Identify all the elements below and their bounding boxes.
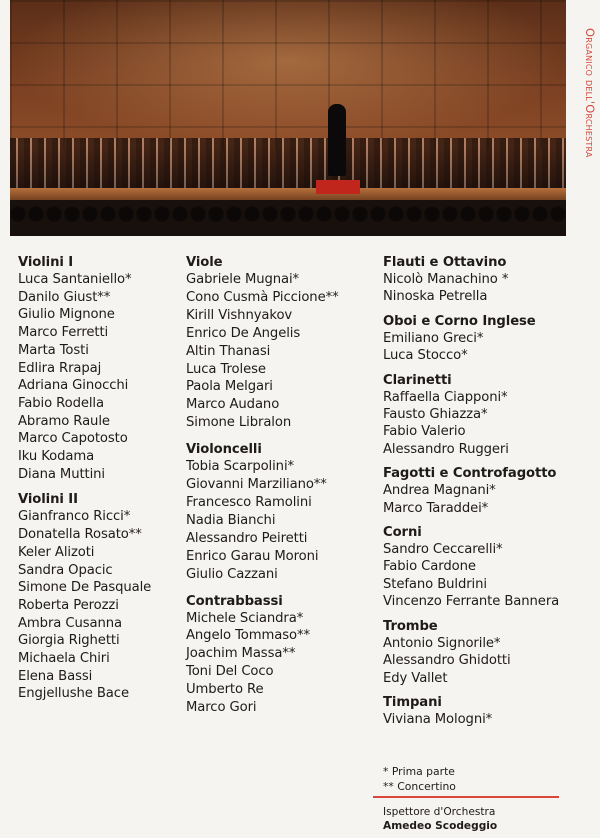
member: Ninoska Petrella	[383, 289, 488, 305]
member: Elena Bassi	[18, 668, 93, 684]
member: Luca Stocco*	[383, 348, 468, 364]
member-list	[383, 635, 559, 687]
audience-silhouettes	[10, 200, 566, 236]
member: Fausto Ghiazza*	[383, 407, 488, 423]
member: Marta Tosti	[18, 342, 89, 358]
section-corni	[383, 524, 559, 611]
member: Andrea Magnani*	[383, 483, 496, 499]
member: Diana Muttini	[18, 466, 105, 482]
inspector-credit	[383, 805, 497, 833]
section-viole	[186, 254, 339, 432]
member: Enrico Garau Moroni	[186, 548, 319, 564]
member: Marco Audano	[186, 397, 280, 413]
member: Giorgia Righetti	[18, 633, 120, 649]
member: Giulio Mignone	[18, 307, 115, 323]
member: Gabriele Mugnai*	[186, 272, 300, 287]
section-contrabbassi	[186, 593, 339, 717]
legend-concertino: ** Concertino	[383, 779, 456, 793]
member: Gianfranco Ricci*	[18, 509, 131, 525]
member-list	[186, 458, 339, 583]
roster-column-1	[18, 254, 151, 711]
section-title: Clarinetti	[383, 372, 452, 388]
hall-wood-panels	[10, 0, 566, 150]
member: Emiliano Greci*	[383, 330, 484, 346]
member: Michaela Chiri	[18, 651, 110, 667]
conductor-podium	[316, 180, 360, 194]
member: Cono Cusmà Piccione**	[186, 289, 339, 305]
member: Altin Thanasi	[186, 343, 271, 359]
member: Alessandro Ghidotti	[383, 653, 511, 669]
member: Luca Trolese	[186, 361, 266, 377]
member: Keler Alizoti	[18, 544, 95, 560]
divider	[373, 796, 559, 798]
section-title: Contrabbassi	[186, 593, 283, 609]
member-list	[383, 271, 559, 306]
member: Nadia Bianchi	[186, 512, 276, 528]
member: Nicolò Manachino *	[383, 272, 509, 287]
member-list	[186, 610, 339, 717]
section-clarinetti	[383, 372, 559, 459]
member: Angelo Tommaso**	[186, 628, 310, 644]
section-title: Trombe	[383, 618, 438, 634]
section-title: Fagotti e Controfagotto	[383, 466, 557, 482]
roster-column-2	[186, 254, 339, 726]
legend	[383, 765, 456, 794]
member: Luca Santaniello*	[18, 272, 132, 287]
section-title: Flauti e Ottavino	[383, 255, 507, 270]
member-list	[18, 508, 151, 703]
orchestra-photo	[10, 0, 566, 236]
conductor-figure	[328, 104, 346, 176]
member: Donatella Rosato**	[18, 527, 142, 543]
member: Paola Melgari	[186, 379, 273, 395]
member: Marco Capotosto	[18, 431, 128, 447]
member-list	[383, 389, 559, 459]
member: Roberta Perozzi	[18, 597, 119, 613]
section-fagotti	[383, 465, 559, 517]
member: Edy Vallet	[383, 670, 448, 686]
member-list	[186, 271, 339, 432]
section-timpani	[383, 694, 559, 728]
inspector-name: Amedeo Scodeggio	[383, 820, 498, 832]
section-title: Corni	[383, 525, 422, 541]
member: Giulio Cazzani	[186, 566, 278, 582]
member: Vincenzo Ferrante Bannera	[383, 594, 560, 610]
section-trombe	[383, 618, 559, 687]
member: Viviana Mologni*	[383, 711, 493, 727]
member-list	[383, 541, 559, 611]
member: Marco Taraddei*	[383, 500, 489, 516]
member: Antonio Signorile*	[383, 635, 501, 651]
member: Enrico De Angelis	[186, 325, 301, 341]
section-flauti	[383, 254, 559, 306]
section-violini-i	[18, 254, 151, 483]
member-list	[383, 711, 559, 728]
member: Francesco Ramolini	[186, 494, 312, 510]
section-title: Oboi e Corno Inglese	[383, 313, 536, 329]
member: Toni Del Coco	[186, 664, 274, 680]
section-title: Violini I	[18, 255, 74, 270]
member: Tobia Scarpolini*	[186, 459, 294, 475]
section-title: Timpani	[383, 694, 442, 710]
section-title: Violini II	[18, 492, 78, 508]
member: Stefano Buldrini	[383, 576, 487, 592]
member: Giovanni Marziliano**	[186, 477, 327, 493]
side-section-label: Organico dell'Orchestra	[583, 28, 597, 158]
member: Joachim Massa**	[186, 646, 296, 662]
member: Marco Ferretti	[18, 325, 109, 341]
member: Raffaella Ciapponi*	[383, 389, 508, 405]
member: Simone De Pasquale	[18, 580, 152, 596]
member: Edlira Rrapaj	[18, 360, 102, 376]
inspector-role: Ispettore d'Orchestra	[383, 806, 496, 818]
section-title: Violoncelli	[186, 442, 262, 458]
member: Engjellushe Bace	[18, 686, 129, 702]
section-title: Viole	[186, 255, 223, 270]
member: Danilo Giust**	[18, 289, 111, 305]
legend-prima-parte: * Prima parte	[383, 765, 455, 778]
member: Sandra Opacic	[18, 562, 113, 578]
member: Simone Libralon	[186, 415, 292, 431]
member-list	[383, 482, 559, 517]
member: Fabio Cardone	[383, 559, 476, 575]
member: Ambra Cusanna	[18, 615, 122, 631]
member: Fabio Rodella	[18, 395, 104, 411]
member-list	[18, 271, 151, 483]
member: Marco Gori	[186, 700, 257, 716]
member: Iku Kodama	[18, 449, 95, 465]
section-violini-ii	[18, 491, 151, 703]
member: Alessandro Ruggeri	[383, 441, 509, 457]
section-oboi	[383, 313, 559, 365]
roster-column-3	[383, 254, 559, 735]
section-violoncelli	[186, 441, 339, 583]
member-list	[383, 330, 559, 365]
member: Kirill Vishnyakov	[186, 307, 293, 323]
member: Fabio Valerio	[383, 424, 466, 440]
member: Abramo Raule	[18, 413, 110, 429]
member: Umberto Re	[186, 682, 264, 698]
member: Michele Sciandra*	[186, 610, 304, 626]
member: Sandro Ceccarelli*	[383, 542, 503, 558]
member: Alessandro Peiretti	[186, 530, 308, 546]
member: Adriana Ginocchi	[18, 378, 129, 394]
